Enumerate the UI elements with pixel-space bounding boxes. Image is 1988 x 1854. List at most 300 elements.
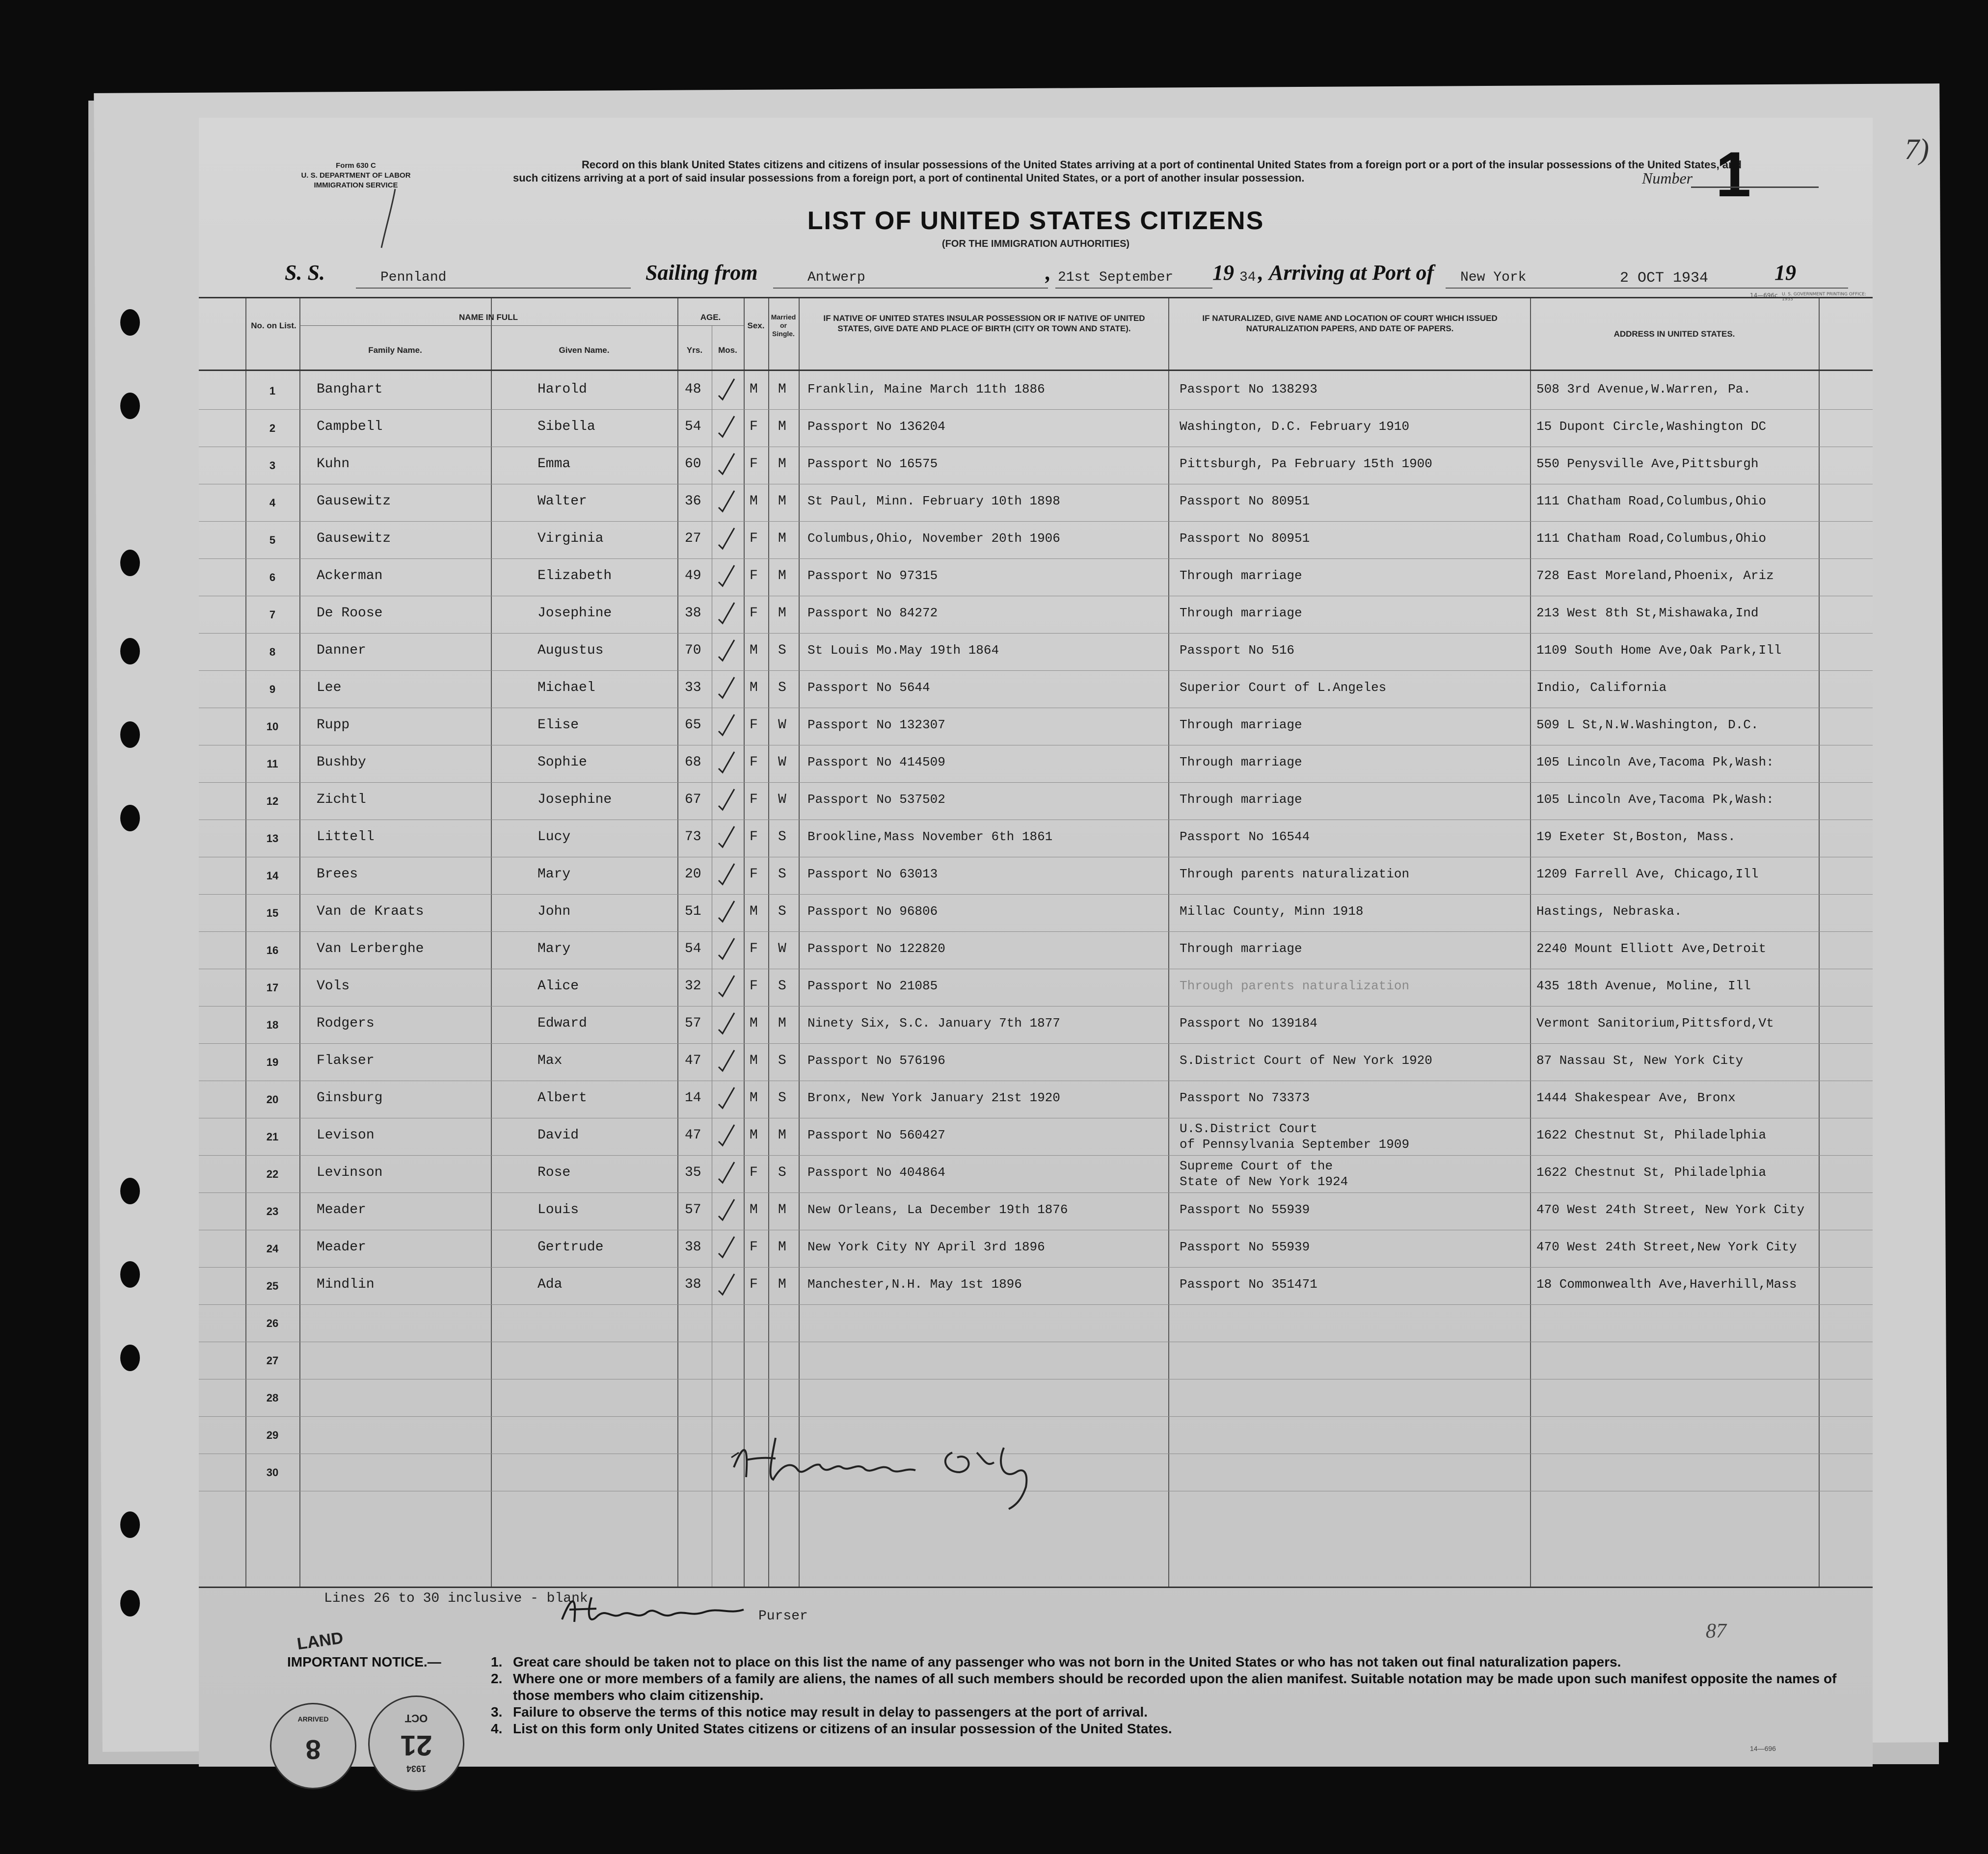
header-name-in-full: NAME IN FULL: [459, 313, 518, 322]
given-name: Michael: [537, 680, 595, 695]
naturalization: S.District Court of New York 1920: [1180, 1053, 1432, 1068]
sex: M: [750, 1016, 758, 1031]
given-name: David: [537, 1128, 579, 1143]
row-number: 26: [266, 1317, 279, 1329]
check-mark: [717, 638, 736, 662]
date-stamp: [368, 1695, 464, 1792]
us-address: 509 L St,N.W.Washington, D.C.: [1536, 717, 1759, 732]
row-number: 9: [269, 683, 276, 695]
row-number: 14: [266, 870, 279, 882]
check-mark: [717, 974, 736, 998]
check-mark: [717, 750, 736, 774]
page-title: LIST OF UNITED STATES CITIZENS: [807, 207, 1264, 235]
punch-hole: [120, 1345, 140, 1371]
row-number: 13: [266, 832, 279, 845]
age-years: 33: [685, 680, 701, 695]
check-mark: [717, 824, 736, 849]
marital-status: S: [778, 1165, 786, 1180]
given-name: Harold: [537, 382, 587, 397]
sex: F: [750, 979, 758, 994]
age-years: 65: [685, 717, 701, 733]
lines-note: Lines 26 to 30 inclusive - blank: [324, 1591, 588, 1606]
given-name: Augustus: [537, 643, 604, 658]
arriving-label: Arriving at Port of: [1269, 261, 1434, 285]
us-address: 435 18th Avenue, Moline, Ill: [1536, 979, 1751, 993]
table-row: [199, 484, 1873, 522]
marital-status: W: [778, 717, 786, 733]
number-label: Number: [1642, 169, 1693, 187]
page-number: 87: [1706, 1620, 1726, 1642]
table-row: [199, 708, 1873, 745]
family-name: Levison: [317, 1128, 375, 1143]
punch-hole: [120, 1511, 140, 1538]
age-years: 49: [685, 568, 701, 583]
check-mark: [717, 787, 736, 812]
birth-or-passport: Passport No 136204: [807, 419, 945, 434]
sex: F: [750, 941, 758, 956]
naturalization: Washington, D.C. February 1910: [1180, 419, 1410, 434]
family-name: Ackerman: [317, 568, 383, 583]
port-arrival: New York: [1460, 270, 1527, 285]
naturalization: Supreme Court of the State of New York 1924: [1180, 1159, 1348, 1189]
age-years: 54: [685, 941, 701, 956]
table-row: [199, 857, 1873, 895]
family-name: Levinson: [317, 1165, 383, 1180]
age-years: 73: [685, 829, 701, 845]
given-name: Josephine: [537, 606, 612, 621]
row-number: 21: [266, 1131, 279, 1143]
birth-or-passport: Passport No 537502: [807, 792, 945, 807]
record-instructions: Record on this blank United States citizens and citizens of insular possessions of the United States arriving at a port of continental United States from a foreign port or a port of the insular possessions of the United States, and such citizens arriving at a port of said insular possessions from a foreign port, a port of continental United States, or a port of another insular possession.: [513, 159, 1742, 184]
margin-mark: 7): [1905, 133, 1929, 165]
marital-status: M: [778, 419, 786, 434]
us-address: 508 3rd Avenue,W.Warren, Pa.: [1536, 382, 1751, 397]
us-address: 2240 Mount Elliott Ave,Detroit: [1536, 941, 1767, 956]
us-address: 470 West 24th Street,New York City: [1536, 1240, 1797, 1254]
row-number: 4: [269, 497, 276, 509]
us-address: 105 Lincoln Ave,Tacoma Pk,Wash:: [1536, 792, 1774, 807]
sex: M: [750, 1053, 758, 1068]
naturalization: U.S.District Court of Pennsylvania September 1909: [1180, 1121, 1410, 1152]
check-mark: [717, 377, 736, 401]
marital-status: S: [778, 1090, 786, 1106]
sex: F: [750, 531, 758, 546]
given-name: Albert: [537, 1090, 587, 1106]
marital-status: M: [778, 494, 786, 509]
sex: M: [750, 1090, 758, 1106]
family-name: Vols: [317, 979, 350, 994]
birth-or-passport: Brookline,Mass November 6th 1861: [807, 829, 1053, 844]
arrival-stamp: [270, 1703, 356, 1789]
sex: F: [750, 717, 758, 733]
birth-or-passport: New Orleans, La December 19th 1876: [807, 1202, 1068, 1217]
table-row: [199, 670, 1873, 708]
family-name: Rodgers: [317, 1016, 375, 1031]
purser-label: Purser: [758, 1609, 808, 1624]
naturalization: Passport No 138293: [1180, 382, 1317, 397]
row-number: 11: [267, 758, 278, 770]
header-given-name: Given Name.: [559, 345, 610, 355]
row-number: 23: [266, 1205, 279, 1218]
marital-status: M: [778, 1016, 786, 1031]
department-name: U. S. DEPARTMENT OF LABOR: [301, 171, 411, 180]
birth-or-passport: Passport No 122820: [807, 941, 945, 956]
naturalization: Passport No 16544: [1180, 829, 1310, 844]
given-name: John: [537, 904, 571, 919]
us-address: 470 West 24th Street, New York City: [1536, 1202, 1805, 1217]
list-number: 1: [1716, 138, 1751, 210]
given-name: Ada: [537, 1277, 563, 1292]
check-mark: [717, 489, 736, 513]
table-row: [199, 745, 1873, 783]
sex: F: [750, 1240, 758, 1255]
sex: M: [750, 680, 758, 695]
sex: F: [750, 1165, 758, 1180]
header-family-name: Family Name.: [368, 345, 422, 355]
naturalization: Through parents naturalization: [1180, 979, 1410, 993]
marital-status: M: [778, 1240, 786, 1255]
given-name: Mary: [537, 867, 571, 882]
naturalization: Passport No 55939: [1180, 1240, 1310, 1254]
check-mark: [717, 713, 736, 737]
family-name: Meader: [317, 1240, 366, 1255]
check-mark: [717, 1011, 736, 1035]
table-row: [199, 1155, 1873, 1193]
family-name: Littell: [317, 829, 375, 845]
us-address: Hastings, Nebraska.: [1536, 904, 1682, 919]
form-number: Form 630 C: [336, 161, 376, 170]
naturalization: Millac County, Minn 1918: [1180, 904, 1364, 919]
row-number: 1: [269, 385, 276, 397]
marital-status: M: [778, 531, 786, 546]
notice-item: 2. Where one or more members of a family are aliens, the names of all such members should be recorded upon the alien manifest. Suitable notation may be made upon such manifest opposite the names of those members who claim citizenship.: [491, 1671, 1837, 1703]
birth-or-passport: Passport No 16575: [807, 456, 938, 471]
sex: M: [750, 904, 758, 919]
naturalization: Superior Court of L.Angeles: [1180, 680, 1387, 695]
port-from: Antwerp: [807, 270, 865, 285]
marital-status: M: [778, 1277, 786, 1292]
manifest-page: Form 630 C U. S. DEPARTMENT OF LABOR IMMIGRATION SERVICE Record on this blank United States citizens and citizens of insular possessions of the United States arriving at a port of continental United States from a foreign port or a port of the insular possessions of the United States, and such citizens arriving at a port of said insular possessions from a foreign port, a port of continental United States, or a port of another insular possession. Number 1 LIST OF UNITED STATES CITIZENS (FOR THE IMMIGRATION AUTHORITIES) S. S. Pennland Sailing from Antwerp , 21st September 19 34 , Arriving at Port of New York 2 OCT 1934 19 14—696c U. S. GOVERNMENT PRINTING OFFICE: 1933 No. on List. NAME IN FULL Family Name. Given Name. AGE. Yrs. Mos. Sex. Married or Single. IF NATIVE OF UNITED STATES INSULAR POSSESSION OR IF NATIVE OF UNITED STATES, GIVE DATE AND PLACE OF BIRTH (CITY OR TOWN AND STATE). IF NATURALIZED, GIVE NAME AND LOCATION OF COURT WHICH ISSUED NATURALIZATION PAPERS, AND DATE OF PAPERS. ADDRESS IN UNITED STATES. 1 Banghart Harold 48 M M Franklin, Maine March 11th 1886 Passport No 138293 508 3rd Avenue,W.Warren, Pa. 2 Campbell Sibella 54 F M Passport No 136204 Washington, D.C. February 1910 15 Dupont Circle,Washington DC 3 Kuhn Emma 60 F M Passport No 16575 Pittsburgh, Pa February 15th 1900 550 Penysville Ave,Pittsburgh 4 Gausewitz Walter 36 M M St Paul, Minn. February 10th 1898 Passport No 80951 111 Chatham Road,Columbus,Ohio 5 Gausewitz Virginia 27 F M Columbus,Ohio, November 20th 1906 Passport No 80951 111 Chatham Road,Columbus,Ohio 6 Ackerman Elizabeth 49 F M Passport No 97315 Through marriage 728 East Moreland,Phoenix, Ariz 7 De Roose Josephine 38 F M Passport No 84272 Through marriage 213 West 8th St,Mishawaka,Ind 8 Danner Augustus 70 M S St Louis Mo.May 19th 1864 Passport No 516 1109 South Home Ave,Oak Park,Ill 9 Lee Michael 33 M S Passport No 5644 Superior Court of L.Angeles Indio, California 10 Rupp Elise 65 F W Passport No 132307 Through marriage 509 L St,N.W.Washington, D.C. 11 Bushby Sophie 68 F W Passport No 414509 Through marriage 105 Lincoln Ave,Tacoma Pk,Wash: 12 Zichtl Josephine 67 F W Passport No 537502 Through marriage 105 Lincoln Ave,Tacoma Pk,Wash: 13 Littell Lucy 73 F S Brookline,Mass November 6th 1861 Passport No 16544 19 Exeter St,Boston, Mass. 14 Brees Mary 20 F S Passport No 63013 Through parents naturalization 1209 Farrell Ave, Chicago,Ill 15 Van de Kraats John 51 M S Passport No 96806 Millac County, Minn 1918 Hastings, Nebraska. 16 Van Lerberghe Mary 54 F W Passport No 122820 Through marriage 2240 Mount Elliott Ave,Detroit 17 Vols Alice 32 F S Passport No 21085 Through parents naturalization 435 18th Avenue, Moline, Ill 18 Rodgers Edward 57 M M Ninety Six, S.C. January 7th 1877 Passport No 139184 Vermont Sanitorium,Pittsford,Vt 19 Flakser Max 47 M S Passport No 576196 S.District Court of New York 1920 87 Nassau St, New York City 20 Ginsburg Albert 14 M S Bronx, New York January 21st 1920 Passport No 73373 1444 Shakespear Ave, Bronx 21 Levison David 47 M M Passport No 560427 U.S.District Court of Pennsylvania September 1909 1622 Chestnut St, Philadelphia 22 Levinson Rose 35 F S Passport No 404864 Supreme Court of the State of New York 1924 1622 Chestnut St, Philadelphia 23 Meader Louis 57 M M New Orleans, La December 19th 1876 Passport No 55939 470 West 24th Street, New York City 24 Meader Gertrude 38 F M New York City NY April 3rd 1896 Passport No 55939 470 West 24th Street,New York City 25 Mindlin Ada 38 F M Manchester,N.H. May 1st 1896 Passport No 351471 18 Commonwealth Ave,Haverhill,Mass 26 27 28 29 30 Lines 26 to 30 inclusive - blank Purser 87 LAND IMPORTANT NOTICE.— 1. Great care should be taken not to place on this list the name of any passenger who was not born in the United States or who has not taken out final naturalization papers. 2. Where one or more members of a family are aliens, the names of all such members should be recorded upon the alien manifest. Suitable notation may be made upon such manifest opposite the names of those members who claim citizenship. 3. Failure to observe the terms of this notice may result in delay to passengers at the port of arrival. 4. List on this form only United States citizens or citizens of an insular possession of the United States. ARRIVED 8 OCT 21 1934 14—696: [199, 118, 1873, 1767]
ship-underline: [356, 288, 631, 289]
important-notice: [287, 1654, 1858, 1737]
punch-hole: [120, 1261, 140, 1288]
age-years: 38: [685, 606, 701, 621]
family-name: Gausewitz: [317, 494, 391, 509]
row-number: 15: [266, 907, 279, 919]
us-address: 1622 Chestnut St, Philadelphia: [1536, 1165, 1767, 1180]
table-row: [199, 782, 1873, 820]
sailing-label: Sailing from: [645, 261, 758, 285]
naturalization: Passport No 80951: [1180, 494, 1310, 508]
number-underline: [1691, 186, 1819, 188]
check-mark: [717, 936, 736, 961]
naturalization: Through marriage: [1180, 792, 1302, 807]
table-row: [199, 447, 1873, 484]
age-years: 57: [685, 1202, 701, 1218]
row-number: 20: [266, 1093, 279, 1106]
family-name: Banghart: [317, 382, 383, 397]
birth-or-passport: Passport No 84272: [807, 606, 938, 620]
year-suffix: 34: [1239, 270, 1256, 285]
birth-or-passport: Passport No 96806: [807, 904, 938, 919]
row-number: 22: [266, 1168, 279, 1180]
table-row: [199, 969, 1873, 1006]
stamp-month: OCT: [404, 1712, 428, 1724]
punch-hole: [120, 721, 140, 748]
us-address: 550 Penysville Ave,Pittsburgh: [1536, 456, 1759, 471]
punch-hole: [120, 550, 140, 576]
check-mark: [717, 451, 736, 476]
family-name: Campbell: [317, 419, 383, 434]
table-row: [199, 820, 1873, 857]
age-years: 67: [685, 792, 701, 807]
table-row: [199, 1230, 1873, 1268]
table-row: [199, 558, 1873, 596]
age-years: 47: [685, 1053, 701, 1068]
sex: F: [750, 867, 758, 882]
passenger-table: [199, 297, 1873, 1588]
page-subtitle: (FOR THE IMMIGRATION AUTHORITIES): [941, 238, 1130, 249]
family-name: Danner: [317, 643, 366, 658]
date-sailed-underline: [1055, 288, 1212, 289]
us-address: 1109 South Home Ave,Oak Park,Ill: [1536, 643, 1782, 658]
given-name: Josephine: [537, 792, 612, 807]
family-name: Bushby: [317, 755, 366, 770]
row-number: 8: [269, 646, 276, 658]
age-years: 68: [685, 755, 701, 770]
us-address: Vermont Sanitorium,Pittsford,Vt: [1536, 1016, 1774, 1031]
row-number: 2: [269, 422, 276, 434]
family-name: Flakser: [317, 1053, 375, 1068]
naturalization: Through marriage: [1180, 941, 1302, 956]
sex: M: [750, 1202, 758, 1218]
naturalization: Through parents naturalization: [1180, 867, 1410, 881]
year-prefix: 19: [1212, 261, 1234, 285]
marital-status: S: [778, 1053, 786, 1068]
check-mark: [717, 1272, 736, 1297]
notice-item: 3. Failure to observe the terms of this notice may result in delay to passengers at the port of arrival.: [491, 1704, 1148, 1720]
naturalization: Passport No 55939: [1180, 1202, 1310, 1217]
notice-item: 4. List on this form only United States citizens or citizens of an insular possession of the United States.: [491, 1721, 1172, 1736]
birth-or-passport: Passport No 132307: [807, 717, 945, 732]
port-arrival-underline: [1446, 288, 1848, 289]
handwritten-annotation: [729, 1423, 1082, 1511]
row-number: 27: [266, 1354, 279, 1367]
us-address: 1444 Shakespear Ave, Bronx: [1536, 1090, 1736, 1105]
marital-status: M: [778, 606, 786, 621]
form-identifier: [292, 161, 420, 190]
table-row: [199, 1006, 1873, 1044]
given-name: Alice: [537, 979, 579, 994]
header-sex: Sex.: [747, 321, 765, 330]
check-mark: [717, 601, 736, 625]
port-from-underline: [773, 288, 1048, 289]
check-mark: [717, 1160, 736, 1185]
stamp-year: 1934: [406, 1764, 427, 1774]
notice-item: 1. Great care should be taken not to place on this list the name of any passenger who was not born in the United States or who has not taken out final naturalization papers.: [491, 1654, 1621, 1669]
us-address: 111 Chatham Road,Columbus,Ohio: [1536, 494, 1767, 508]
marital-status: S: [778, 867, 786, 882]
birth-or-passport: Columbus,Ohio, November 20th 1906: [807, 531, 1060, 546]
header-married: Married or Single.: [771, 313, 796, 338]
family-name: Lee: [317, 680, 342, 695]
table-row: [199, 931, 1873, 969]
row-number: 6: [269, 571, 276, 583]
family-name: Zichtl: [317, 792, 366, 807]
check-mark: [717, 899, 736, 924]
age-years: 14: [685, 1090, 701, 1106]
given-name: Edward: [537, 1016, 587, 1031]
us-address: 111 Chatham Road,Columbus,Ohio: [1536, 531, 1767, 546]
row-number: 25: [266, 1280, 279, 1292]
marital-status: M: [778, 1202, 786, 1218]
row-number: 10: [266, 720, 279, 733]
stamp-arrived-text: ARRIVED: [297, 1715, 329, 1723]
birth-or-passport: Passport No 97315: [807, 568, 938, 583]
family-name: Van Lerberghe: [317, 941, 424, 956]
naturalization: Passport No 73373: [1180, 1090, 1310, 1105]
given-name: Sophie: [537, 755, 587, 770]
us-address: 18 Commonwealth Ave,Haverhill,Mass: [1536, 1277, 1797, 1292]
given-name: Elizabeth: [537, 568, 612, 583]
us-address: 87 Nassau St, New York City: [1536, 1053, 1744, 1068]
date-arrival: 2 OCT 1934: [1620, 270, 1709, 287]
check-mark: [717, 862, 736, 886]
table-row: [199, 1379, 1873, 1417]
age-years: 35: [685, 1165, 701, 1180]
marital-status: W: [778, 941, 786, 956]
date-sailed: 21st September: [1058, 270, 1174, 285]
header-no-on-list: No. on List.: [251, 321, 296, 330]
form-code: 14—696: [1750, 1745, 1776, 1752]
naturalization: Through marriage: [1180, 606, 1302, 620]
check-mark: [717, 1197, 736, 1222]
marital-status: S: [778, 904, 786, 919]
land-mark: LAND: [296, 1628, 345, 1654]
table-row: [199, 409, 1873, 447]
check-mark: [717, 526, 736, 551]
sex: M: [750, 1128, 758, 1143]
family-name: Kuhn: [317, 456, 350, 472]
family-name: Gausewitz: [317, 531, 391, 546]
birth-or-passport: St Paul, Minn. February 10th 1898: [807, 494, 1060, 508]
age-years: 70: [685, 643, 701, 658]
family-name: Brees: [317, 867, 358, 882]
stamp-day: 21: [400, 1729, 432, 1761]
sex: F: [750, 792, 758, 807]
naturalization: Passport No 80951: [1180, 531, 1310, 546]
marital-status: W: [778, 755, 786, 770]
punch-hole: [120, 393, 140, 419]
header-mos: Mos.: [718, 345, 737, 355]
marital-status: M: [778, 456, 786, 472]
sex: M: [750, 494, 758, 509]
us-address: 1209 Farrell Ave, Chicago,Ill: [1536, 867, 1759, 881]
sex: M: [750, 643, 758, 658]
table-row: [199, 1192, 1873, 1230]
given-name: Elise: [537, 717, 579, 733]
table-row: [199, 894, 1873, 932]
footer: [199, 1585, 1873, 1774]
age-years: 48: [685, 382, 701, 397]
age-years: 51: [685, 904, 701, 919]
family-name: Van de Kraats: [317, 904, 424, 919]
year-prefix-2: 19: [1774, 261, 1796, 285]
marital-status: S: [778, 680, 786, 695]
notice-label: IMPORTANT NOTICE.—: [287, 1654, 441, 1669]
given-name: Walter: [537, 494, 587, 509]
table-row: [199, 1342, 1873, 1379]
birth-or-passport: New York City NY April 3rd 1896: [807, 1240, 1045, 1254]
sex: F: [750, 1277, 758, 1292]
birth-or-passport: Passport No 576196: [807, 1053, 945, 1068]
us-address: 19 Exeter St,Boston, Mass.: [1536, 829, 1736, 844]
family-name: Mindlin: [317, 1277, 375, 1292]
check-mark: [717, 1086, 736, 1110]
header-yrs: Yrs.: [686, 345, 703, 355]
header-native: IF NATIVE OF UNITED STATES INSULAR POSSESSION OR IF NATIVE OF UNITED STATES, GIVE DATE AND PLACE OF BIRTH (CITY OR TOWN AND STATE).: [823, 314, 1145, 333]
family-name: De Roose: [317, 606, 383, 621]
birth-or-passport: Manchester,N.H. May 1st 1896: [807, 1277, 1022, 1292]
check-mark: [717, 1123, 736, 1147]
punch-hole: [120, 805, 140, 831]
birth-or-passport: Passport No 63013: [807, 867, 938, 881]
age-years: 20: [685, 867, 701, 882]
sex: M: [750, 382, 758, 397]
birth-or-passport: St Louis Mo.May 19th 1864: [807, 643, 999, 658]
age-years: 32: [685, 979, 701, 994]
us-address: 15 Dupont Circle,Washington DC: [1536, 419, 1767, 434]
marital-status: S: [778, 829, 786, 845]
header-address: ADDRESS IN UNITED STATES.: [1613, 329, 1735, 339]
sex: F: [750, 456, 758, 472]
birth-or-passport: Passport No 404864: [807, 1165, 945, 1180]
row-number: 19: [266, 1056, 279, 1068]
service-name: IMMIGRATION SERVICE: [314, 181, 398, 189]
row-number: 29: [266, 1429, 279, 1441]
age-years: 36: [685, 494, 701, 509]
table-row: [199, 596, 1873, 634]
us-address: 728 East Moreland,Phoenix, Ariz: [1536, 568, 1774, 583]
marital-status: S: [778, 979, 786, 994]
us-address: 213 West 8th St,Mishawaka,Ind: [1536, 606, 1759, 620]
check-mark: [717, 414, 736, 439]
age-years: 60: [685, 456, 701, 472]
given-name: Rose: [537, 1165, 571, 1180]
birth-or-passport: Ninety Six, S.C. January 7th 1877: [807, 1016, 1060, 1031]
check-mark: [717, 675, 736, 700]
row-number: 30: [266, 1466, 279, 1479]
header-naturalized: IF NATURALIZED, GIVE NAME AND LOCATION OF COURT WHICH ISSUED NATURALIZATION PAPERS, AND DATE OF PAPERS.: [1202, 314, 1498, 333]
row-number: 16: [266, 944, 279, 956]
punch-hole: [120, 1178, 140, 1204]
row-number: 28: [266, 1392, 279, 1404]
row-number: 24: [266, 1243, 279, 1255]
check-mark: [717, 1048, 736, 1073]
marital-status: W: [778, 792, 786, 807]
given-name: Emma: [537, 456, 571, 472]
table-row: [199, 633, 1873, 671]
header-age: AGE.: [700, 313, 721, 322]
naturalization: Through marriage: [1180, 755, 1302, 769]
birth-or-passport: Franklin, Maine March 11th 1886: [807, 382, 1045, 397]
ss-label: S. S.: [285, 261, 325, 285]
naturalization: Passport No 139184: [1180, 1016, 1317, 1031]
punch-hole: [120, 638, 140, 664]
sex: F: [750, 755, 758, 770]
row-number: 5: [269, 534, 276, 546]
check-mark: [717, 563, 736, 588]
